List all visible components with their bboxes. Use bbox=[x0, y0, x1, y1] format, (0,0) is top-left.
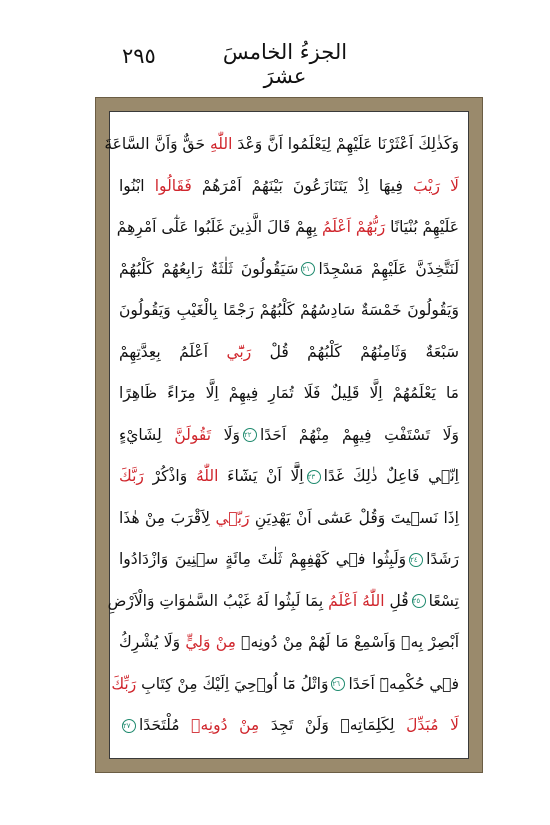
verse-text: وَلَا يُشْرِكُ bbox=[119, 633, 186, 651]
text-line bbox=[119, 622, 459, 664]
text-line bbox=[119, 290, 459, 332]
page-header bbox=[0, 36, 550, 88]
verse-text: اِلَّٓا اَنْ يَشَٓاءَ bbox=[218, 467, 304, 485]
verse-text: مُلْتَحَدًا bbox=[139, 716, 192, 734]
text-line bbox=[119, 373, 459, 415]
highlighted-word: تَقُولَنَّ bbox=[174, 425, 212, 444]
verse-text: فِيهَا اِذْ يَتَنَازَعُونَ بَيْنَهُمْ اَمْرَهُمْ bbox=[191, 176, 413, 195]
verse-text: حَقٌّ وَاَنَّ السَّاعَةَ bbox=[104, 135, 210, 153]
verse-text: لِشَايْءٍ bbox=[119, 425, 175, 444]
quran-text bbox=[104, 124, 460, 748]
highlighted-word: رَبُّهُمْ اَعْلَمُ bbox=[321, 218, 386, 236]
verse-text: بِهِمْ قَالَ الَّذِينَ غَلَبُوا عَلٰٓى اَمْرِهِمْ bbox=[116, 218, 322, 236]
highlighted-word: اللّٰهُ اَعْلَمُ bbox=[328, 591, 385, 610]
verse-text: مَا يَعْلَمُهُمْ اِلَّا قَلِيلٌ فَلَا تُمَارِ فِيهِمْ اِلَّا مِرَٓاءً ظَاهِرًا bbox=[119, 384, 459, 402]
highlighted-word: اللّٰهُ bbox=[195, 467, 219, 485]
page-number: ٢٩٥ bbox=[122, 44, 156, 68]
verse-text: اَبْصِرْ بِه۪ وَاَسْمِعْ مَا لَهُمْ مِنْ دُونِه۪ bbox=[235, 633, 459, 651]
text-line bbox=[119, 456, 459, 498]
verse-text: وَلَبِثُوا ف۪ي كَهْفِهِمْ ثَلٰثَ مِائَةٍ س۪نِينَ وَازْدَادُوا bbox=[119, 550, 407, 568]
highlighted-word: مِنْ وَلِيٍّ bbox=[185, 633, 236, 651]
verse-text: تِسْعًا bbox=[428, 591, 459, 610]
verse-text: اَعْلَمُ بِعِدَّتِهِمْ bbox=[119, 342, 227, 361]
highlighted-word: مِنْ دُونِه۪ bbox=[191, 716, 260, 734]
text-line bbox=[119, 498, 459, 540]
verse-end-marker: ٢٥ bbox=[412, 594, 426, 608]
verse-text: وَاتْلُ مَٓا اُو۫حِيَ اِلَيْكَ مِنْ كِتَابِ bbox=[136, 674, 329, 693]
text-line bbox=[119, 705, 459, 747]
verse-end-marker: ٢١ bbox=[301, 262, 315, 276]
verse-text: ابْنُوا bbox=[119, 176, 155, 195]
verse-text: لَنَتَّخِذَنَّ عَلَيْهِمْ مَسْجِدًا bbox=[318, 259, 459, 278]
verse-text: وَكَذٰلِكَ اَعْثَرْنَا عَلَيْهِمْ لِيَعْلَمُوا اَنَّ وَعْدَ bbox=[232, 135, 459, 153]
verse-end-marker: ٢٢ bbox=[243, 428, 257, 442]
verse-text: سَيَقُولُونَ ثَلٰثَةٌ رَابِعُهُمْ كَلْبُهُمْ bbox=[119, 259, 299, 278]
highlighted-word: اللّٰهِ bbox=[209, 135, 233, 153]
verse-end-marker: ٢٦ bbox=[331, 677, 345, 691]
verse-text: بِمَا لَبِثُوا لَهُ غَيْبُ السَّمٰوَاتِ وَالْاَرْضِ bbox=[107, 591, 329, 610]
verse-text: رَشَدًا bbox=[426, 550, 459, 568]
highlighted-word: رَبَّكَ bbox=[119, 467, 144, 485]
verse-text: وَلَا تَسْتَفْتِ فِيهِمْ مِنْهُمْ اَحَدًا bbox=[259, 425, 459, 444]
verse-text: اِنّ۪ي فَاعِلٌ ذٰلِكَ غَدًا bbox=[323, 467, 459, 485]
verse-text: ف۪ي حُكْمِه۪ٓ اَحَدًا bbox=[348, 674, 459, 693]
text-line bbox=[116, 207, 459, 249]
verse-end-marker: ٢٤ bbox=[409, 553, 423, 567]
text-line bbox=[119, 166, 459, 208]
text-panel bbox=[104, 111, 469, 759]
verse-text: قُلِ bbox=[384, 591, 409, 610]
verse-text: وَلَا bbox=[211, 425, 240, 444]
verse-text: لِكَلِمَاتِه۪ وَلَنْ تَجِدَ bbox=[259, 716, 407, 734]
page-frame bbox=[95, 97, 483, 773]
text-line bbox=[104, 124, 459, 166]
highlighted-word: رَبّ۪ي bbox=[215, 508, 250, 527]
text-line bbox=[119, 249, 459, 291]
highlighted-word: لَا رَيْبَ bbox=[413, 176, 459, 195]
text-line bbox=[107, 581, 459, 623]
highlighted-word: رَبِّكَ bbox=[111, 674, 137, 693]
verse-text: وَيَقُولُونَ خَمْسَةٌ سَادِسُهُمْ كَلْبُهُمْ رَجْمًا بِالْغَيْبِ وَيَقُولُونَ bbox=[119, 301, 459, 319]
text-line bbox=[119, 539, 459, 581]
text-line bbox=[119, 332, 459, 374]
verse-text: وَاذْكُرْ bbox=[143, 467, 196, 485]
verse-text: لِاَقْرَبَ مِنْ هٰذَا bbox=[119, 508, 216, 527]
verse-end-marker: ٢٣ bbox=[307, 470, 321, 484]
juz-title: الجزءُ الخامسَ عشرَ bbox=[222, 40, 348, 88]
verse-end-marker: ٢٧ bbox=[122, 719, 136, 733]
highlighted-word: رَبّٓي bbox=[226, 342, 252, 361]
highlighted-word: فَقَالُوا bbox=[154, 176, 192, 195]
text-line bbox=[111, 664, 459, 706]
verse-text: اِذَا نَس۪يتَ وَقُلْ عَسٰٓى اَنْ يَهْدِيَنِ bbox=[249, 508, 459, 527]
text-line bbox=[119, 415, 459, 457]
verse-text: سَبْعَةٌ وَثَامِنُهُمْ كَلْبُهُمْ قُلْ bbox=[251, 342, 460, 361]
verse-text: عَلَيْهِمْ بُنْيَانًا bbox=[385, 218, 459, 236]
highlighted-word: لَا مُبَدِّلَ bbox=[406, 716, 459, 734]
